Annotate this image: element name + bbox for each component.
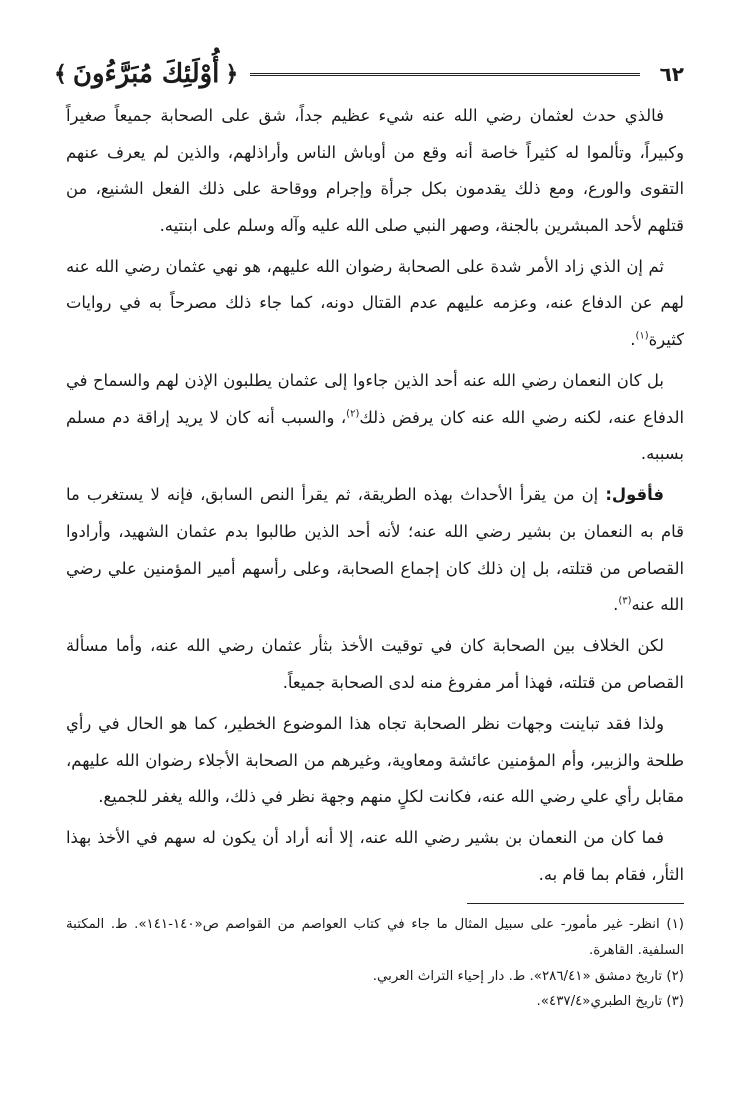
ornament-bracket-right: ﴾	[54, 61, 67, 87]
running-title-text: أُوْلَئِكَ مُبَرَّءُونَ	[72, 59, 220, 89]
footnote: (٢) تاريخ دمشق «٢٨٦/٤١». ط. دار إحياء التراث العربي.	[372, 968, 684, 984]
main-text	[66, 98, 684, 898]
running-title	[48, 59, 244, 89]
footnote-ref: (٣)	[618, 595, 632, 607]
paragraph	[66, 477, 684, 623]
ornament-bracket-left: ﴿	[225, 61, 239, 87]
paragraph: فما كان من النعمان بن بشير رضي الله عنه، إلا أنه أراد أن يكون له سهم في الأخذ بهذا الثأر، فقام بما قام به.	[66, 828, 684, 884]
footnotes	[66, 912, 684, 1015]
paragraph	[66, 363, 684, 473]
page-number: ٦٢	[659, 62, 684, 86]
paragraph-end: .	[630, 330, 636, 350]
paragraph-text: إن من يقرأ الأحداث بهذه الطريقة، ثم يقرأ النص السابق، فإنه لا يستغرب ما قام به النعمان بن بشير رضي الله عنه؛ لأنه أحد الذين طالبوا بدم عثمان الشهيد، وأرادوا القصاص من قتلته، بل إن ذلك كان إجماع الصحابة، وعلى رأسهم أمير المؤمنين علي رضي الله عنه	[66, 485, 684, 615]
header-rule	[250, 73, 639, 76]
paragraph-text: ثم إن الذي زاد الأمر شدة على الصحابة رضوان الله عليهم، هو نهي عثمان رضي الله عنه لهم عن الدفاع عنه، وعزمه عليهم عدم القتال دونه، كما جاء ذلك مصرحاً به في روايات كثيرة	[66, 256, 684, 350]
paragraph-text: بل كان النعمان رضي الله عنه أحد الذين جاءوا إلى عثمان يطلبون الإذن لهم والسماح في الدفاع عنه، لكنه رضي الله عنه كان يرفض ذلك	[66, 371, 684, 427]
paragraph-end: .	[613, 595, 619, 615]
paragraph	[66, 249, 684, 359]
paragraph: فالذي حدث لعثمان رضي الله عنه شيء عظيم جداً، شق على الصحابة جميعاً صغيراً وكبيراً، وتألموا له كثيراً خاصة أنه وقع من أوباش الناس وأراذلهم، والذين لم يعرف عنهم التقوى والورع، ومع ذلك يقدمون بكل جرأة وإجرام ووقاحة على ذلك الفعل الشنيع، من قتلهم لأحد المبشرين بالجنة، وصهر النبي صلى الله عليه وآله وسلم على ابنتيه.	[66, 106, 684, 235]
lead-word: فأقول:	[605, 485, 664, 505]
footnote: (١) انظر- غير مأمور- على سبيل المثال ما جاء في كتاب العواصم من القواصم ص«١٤٠-١٤١». ط. المكتبة السلفية. القاهرة.	[66, 917, 684, 958]
page-header	[48, 52, 684, 96]
paragraph: ولذا فقد تباينت وجهات نظر الصحابة تجاه هذا الموضوع الخطير، كما هو الحال في رأي طلحة والزبير، وأم المؤمنين عائشة ومعاوية، وغيرهم من الصحابة الأجلاء رضوان الله عليهم، مقابل رأي علي رضي الله عنه، فكانت لكلٍ منهم وجهة نظر في ذلك، والله يغفر للجميع.	[66, 714, 684, 807]
footnote-separator	[467, 903, 684, 904]
footnote-ref: (١)	[635, 330, 649, 342]
paragraph: لكن الخلاف بين الصحابة كان في توقيت الأخذ بثأر عثمان رضي الله عنه، وأما مسألة القصاص من قتلته، فهذا أمر مفروغ منه لدى الصحابة جميعاً.	[66, 636, 684, 692]
paragraph-text: ، والسبب أنه كان لا يريد إراقة دم مسلم بسببه.	[66, 407, 684, 464]
footnote-ref: (٢)	[346, 408, 360, 420]
footnote: (٣) تاريخ الطبري«٤٣٧/٤».	[536, 994, 684, 1010]
